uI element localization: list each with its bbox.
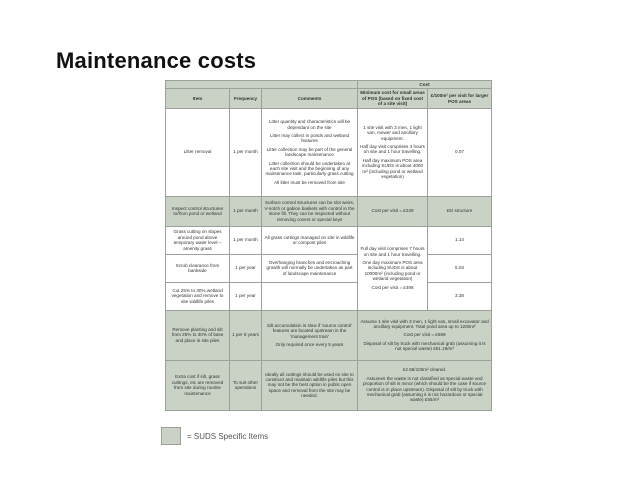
header-item: Item	[166, 89, 230, 108]
frequency-cell: 1 per month	[230, 226, 262, 254]
comments-cell	[262, 282, 358, 310]
table-row	[166, 282, 492, 310]
comment-text: All litter must be removed from site	[274, 179, 345, 185]
per-visit-cell: 0.07	[428, 108, 492, 196]
min-cost-cell	[358, 310, 492, 360]
comments-cell: Ideally all cuttings should be used on site to construct and maintain wildlife piles but this may not be the best option in public open space and removal from the site may be needed.	[262, 360, 358, 410]
frequency-cell: 1 per month	[230, 108, 262, 196]
cost-text: Assumes the waste is not classified as special waste and proportion of silt is minor (which should be the case if source control is in place upstream). Disposal of silt by truck with mechanical grab (assuming it is not hazardous or special waste) £55/m³	[362, 375, 487, 403]
table-row	[166, 226, 492, 254]
header-min-cost: Minimum cost for small areas of POS (based on fixed cost of a site visit)	[358, 89, 428, 108]
comments-cell	[262, 108, 358, 196]
legend-label: = SUDS Specific Items	[187, 431, 269, 441]
frequency-cell: 1 per 5 years	[230, 310, 262, 360]
header-row-1	[166, 81, 492, 89]
min-cost-cell: Cost per visit = £249	[358, 196, 428, 226]
item-cell: Extra cost if silt, grass cuttings, etc are removed from site during routine maintenance	[166, 360, 230, 410]
cost-text: Assume 1 site visit with 3 men, 1 light van, small excavator and ancillary equipment. Total pond area up to 1200m²	[360, 318, 489, 330]
header-row-2	[166, 89, 492, 108]
per-visit-cell: 5.03	[428, 254, 492, 282]
comment-text: Only required once every 5 years	[275, 342, 344, 348]
item-cell: Litter removal	[166, 108, 230, 196]
table-row	[166, 360, 492, 410]
frequency-cell: To suit other operations	[230, 360, 262, 410]
cost-text: One day maximum POS area including SUDS is about 10000m² (including pond or wetland vegetation)	[362, 260, 423, 282]
table-row	[166, 254, 492, 282]
comments-cell: Surface control structures can be slot weirs, V-notch or gabion baskets with control in the stone fill. They can be inspected without removing covers or special keys	[262, 196, 358, 226]
cost-text: 1 site visit with 3 men, 1 light van, mower and ancillary equipment.	[363, 124, 422, 141]
item-cell: Inspect control structures to/from pond or wetland	[166, 196, 230, 226]
comment-text: Litter may collect in ponds and wetland features	[269, 132, 350, 144]
min-cost-cell	[358, 226, 428, 310]
header-cost: Cost	[358, 81, 492, 89]
cost-text: Full day visit comprises 7 hours on site and 1 hour travelling.	[360, 246, 425, 257]
cost-text: Half day visit comprises 3 hours on site and 1 hour travelling.	[360, 144, 425, 155]
item-cell: Remove planting and silt from 25% to 30% of base and place in site piles	[166, 310, 230, 360]
comment-text: Litter quantity and characteristics will be dependant on the site	[268, 119, 351, 130]
comments-cell: Overhanging branches and encroaching growth will normally be undertaken as part of landscape maintenance	[262, 254, 358, 282]
cost-text: Cost per visit = £699	[403, 332, 446, 338]
comment-text: Silt accumulation is slow if 'source control' features are located upstream in the 'management train'	[266, 322, 353, 339]
per-visit-cell: £5/ structure	[428, 196, 492, 226]
cost-text: £2.65/100m² cleared.	[402, 367, 447, 373]
item-cell: Grass cutting on slopes around pond above temporary water level – amenity grass	[166, 226, 230, 254]
frequency-cell: 1 per year	[230, 254, 262, 282]
legend	[161, 427, 268, 445]
min-cost-cell	[358, 108, 428, 196]
item-cell: Scrub clearance from bankside	[166, 254, 230, 282]
header-frequency: Frequency	[230, 89, 262, 108]
table-row	[166, 108, 492, 196]
comment-text: Litter collection should be undertaken at each site visit and the beginning of any maintenance task, particularly grass cutting	[265, 160, 354, 177]
comments-cell: All grass cuttings managed on site in wildlife or compost piles	[262, 226, 358, 254]
table-row	[166, 196, 492, 226]
comment-text: Litter collection may be part of the general landscape maintenance	[266, 146, 353, 158]
per-visit-cell: 3.38	[428, 282, 492, 310]
header-blank	[166, 81, 358, 89]
frequency-cell: 1 per year	[230, 282, 262, 310]
maintenance-costs-table	[165, 80, 492, 411]
per-visit-cell: 1.14	[428, 226, 492, 254]
item-cell: Cut 25% to 30% wetland vegetation and remove to site wildlife piles	[166, 282, 230, 310]
cost-text: Disposal of silt by truck with mechanical grab (assuming it is not special waste) £51.18/m³	[363, 340, 486, 352]
suds-swatch	[161, 427, 181, 445]
cost-text: Cost per visit = £498	[371, 284, 414, 290]
comments-cell	[262, 310, 358, 360]
min-cost-cell	[358, 360, 492, 410]
frequency-cell: 1 per month	[230, 196, 262, 226]
header-comments: Comments	[262, 89, 358, 108]
table-row	[166, 310, 492, 360]
cost-text: Half day maximum POS area including SUDS is about 4000 m² (including pond or wetland vegetation)	[362, 157, 424, 180]
header-per-visit: £/100m² per visit for larger POS areas	[428, 89, 492, 108]
slide-title: Maintenance costs	[56, 48, 257, 73]
